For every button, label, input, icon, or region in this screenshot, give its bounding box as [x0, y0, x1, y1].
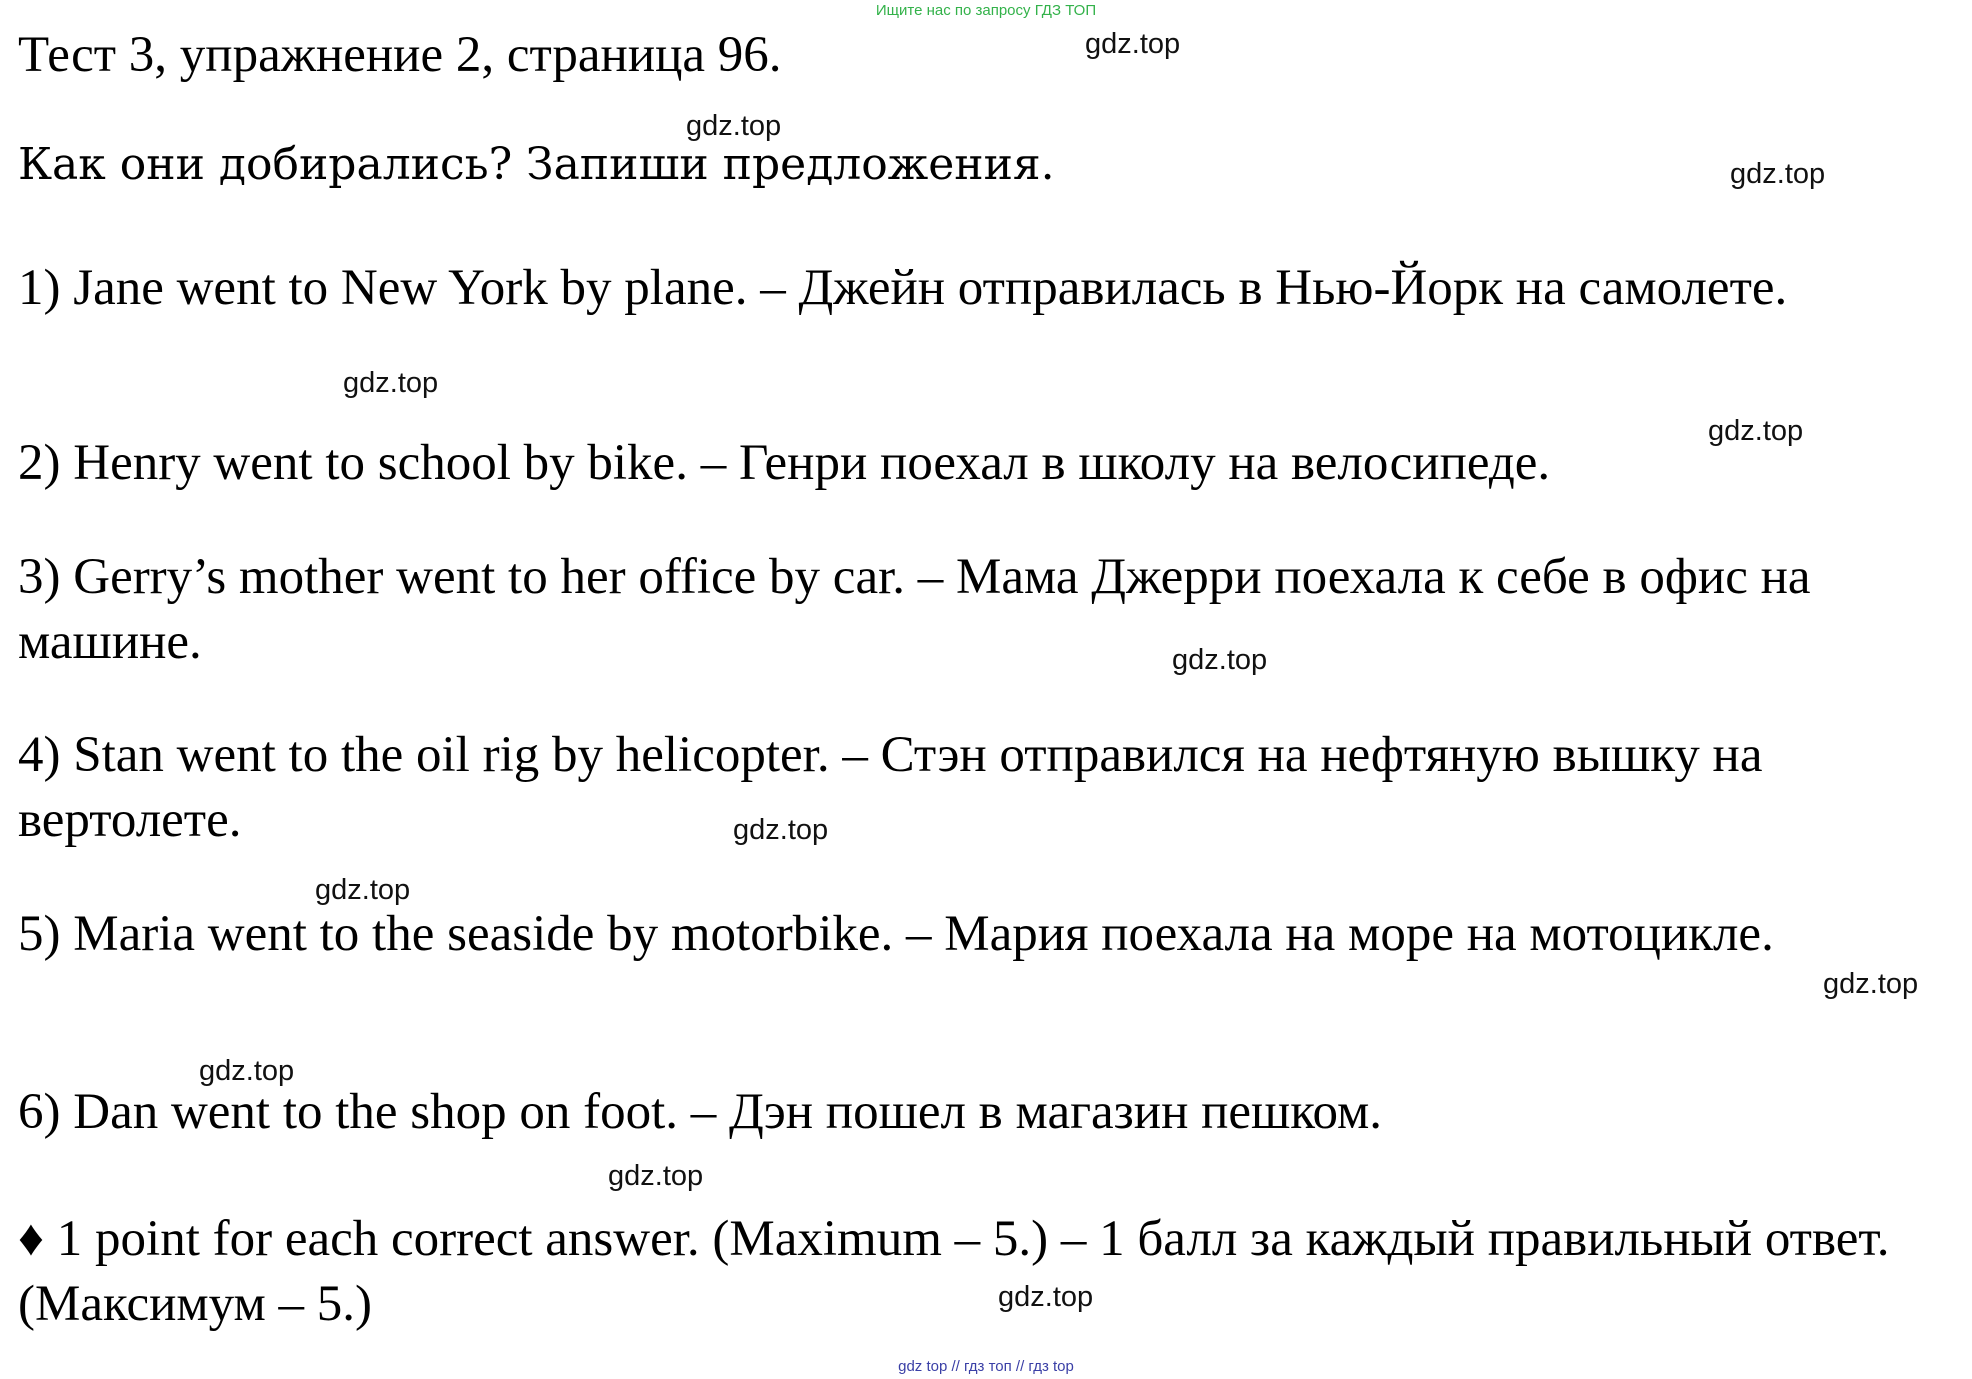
watermark: gdz.top	[686, 110, 782, 142]
watermark: gdz.top	[315, 874, 411, 906]
search-banner: Ищите нас по запросу ГДЗ ТОП	[875, 2, 1097, 19]
watermark: gdz.top	[1708, 415, 1804, 447]
watermark: gdz.top	[343, 367, 439, 399]
watermark: gdz.top	[1730, 158, 1826, 190]
answer-item-1: 1) Jane went to New York by plane. – Джейн отправилась в Нью-Йорк на самолете.	[18, 260, 1788, 316]
scoring-note: ♦ 1 point for each correct answer. (Maximum – 5.) – 1 балл за каждый правильный ответ. (Максимум – 5.)	[18, 1211, 1890, 1332]
task-instruction: Как они добирались? Запиши предложения.	[18, 139, 1055, 190]
watermark: gdz.top	[1823, 968, 1919, 1000]
watermark: gdz.top	[998, 1281, 1094, 1313]
watermark: gdz.top	[1085, 28, 1181, 60]
answer-item-2: 2) Henry went to school by bike. – Генри поехал в школу на велосипеде.	[18, 435, 1551, 491]
page-title: Тест 3, упражнение 2, страница 96.	[18, 27, 782, 83]
watermark: gdz.top	[1172, 644, 1268, 676]
watermark: gdz.top	[733, 814, 829, 846]
answer-item-5: 5) Maria went to the seaside by motorbike. – Мария поехала на море на мотоцикле.	[18, 906, 1774, 962]
footer-links: gdz top // гдз топ // гдз top	[898, 1358, 1074, 1375]
watermark: gdz.top	[608, 1160, 704, 1192]
answer-item-3: 3) Gerry’s mother went to her office by car. – Мама Джерри поехала к себе в офис на машине.	[18, 549, 1811, 670]
answer-item-4: 4) Stan went to the oil rig by helicopter. – Стэн отправился на нефтяную вышку на вертолете.	[18, 727, 1763, 848]
watermark: gdz.top	[199, 1055, 295, 1087]
answer-item-6: 6) Dan went to the shop on foot. – Дэн пошел в магазин пешком.	[18, 1084, 1383, 1140]
